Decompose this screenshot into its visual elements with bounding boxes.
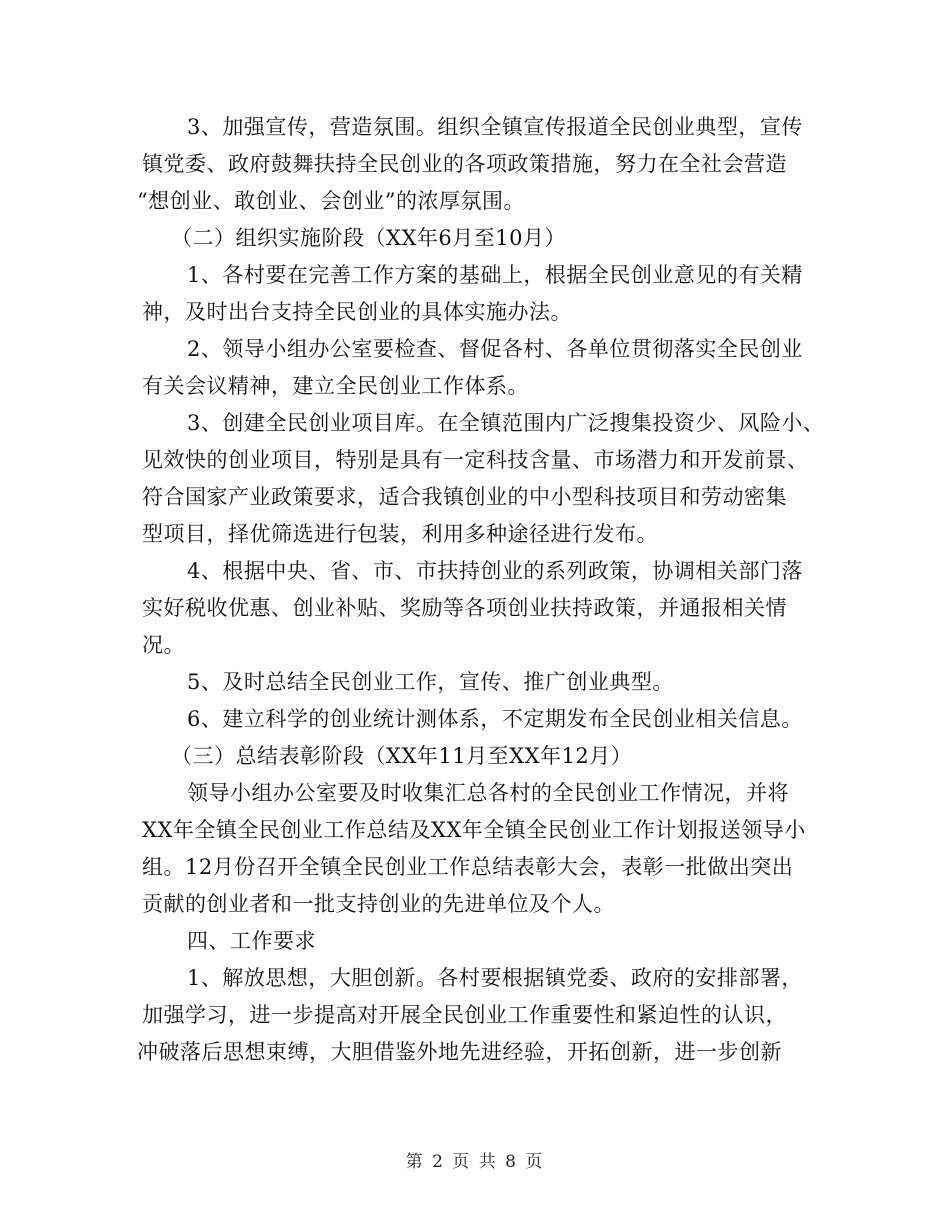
text-line: 2、领导小组办公室要检查、督促各村、各单位贯彻落实全民创业: [187, 337, 803, 361]
section-heading: （二）组织实施阶段（XX年6月至10月）: [171, 226, 566, 250]
text-line: 符合国家产业政策要求，适合我镇创业的中小型科技项目和劳动密集: [142, 485, 787, 509]
text-line: 组。12月份召开全镇全民创业工作总结表彰大会，表彰一批做出突出: [142, 855, 794, 879]
text-line: 加强学习，进一步提高对开展全民创业工作重要性和紧迫性的认识，: [142, 1003, 787, 1027]
text-line: 领导小组办公室要及时收集汇总各村的全民创业工作情况，并将: [187, 781, 789, 805]
text-line: 1、各村要在完善工作方案的基础上，根据全民创业意见的有关精: [187, 263, 803, 287]
section-heading: （三）总结表彰阶段（XX年11月至XX年12月）: [171, 744, 633, 768]
section-heading: 四、工作要求: [187, 929, 316, 953]
text-line: 3、加强宣传，营造氛围。组织全镇宣传报道全民创业典型，宣传: [187, 115, 803, 139]
text-line: 贡献的创业者和一批支持创业的先进单位及个人。: [142, 892, 615, 916]
text-line: “想创业、敢创业、会创业”的浓厚氛围。: [137, 189, 525, 213]
text-line: 实好税收优惠、创业补贴、奖励等各项创业扶持政策，并通报相关情: [142, 596, 787, 620]
text-line: 有关会议精神，建立全民创业工作体系。: [142, 374, 529, 398]
text-line: 见效快的创业项目，特别是具有一定科技含量、市场潜力和开发前景、: [142, 448, 809, 472]
text-line: 神，及时出台支持全民创业的具体实施办法。: [142, 300, 572, 324]
text-line: 4、根据中央、省、市、市扶持创业的系列政策，协调相关部门落: [187, 559, 803, 583]
text-line: 型项目，择优筛选进行包装，利用多种途径进行发布。: [142, 522, 658, 546]
text-line: 5、及时总结全民创业工作，宣传、推广创业典型。: [187, 670, 674, 694]
page-number-footer: 第 2 页 共 8 页: [405, 1152, 545, 1172]
text-line: XX年全镇全民创业工作总结及XX年全镇全民创业工作计划报送领导小: [142, 818, 806, 842]
text-line: 冲破落后思想束缚，大胆借鉴外地先进经验，开拓创新，进一步创新: [137, 1040, 782, 1064]
text-line: 6、建立科学的创业统计测体系，不定期发布全民创业相关信息。: [187, 707, 803, 731]
text-line: 3、创建全民创业项目库。在全镇范围内广泛搜集投资少、风险小、: [187, 411, 825, 435]
text-line: 1、解放思想，大胆创新。各村要根据镇党委、政府的安排部署，: [187, 966, 803, 990]
text-line: 况。: [142, 633, 185, 657]
text-line: 镇党委、政府鼓舞扶持全民创业的各项政策措施，努力在全社会营造: [142, 152, 787, 176]
